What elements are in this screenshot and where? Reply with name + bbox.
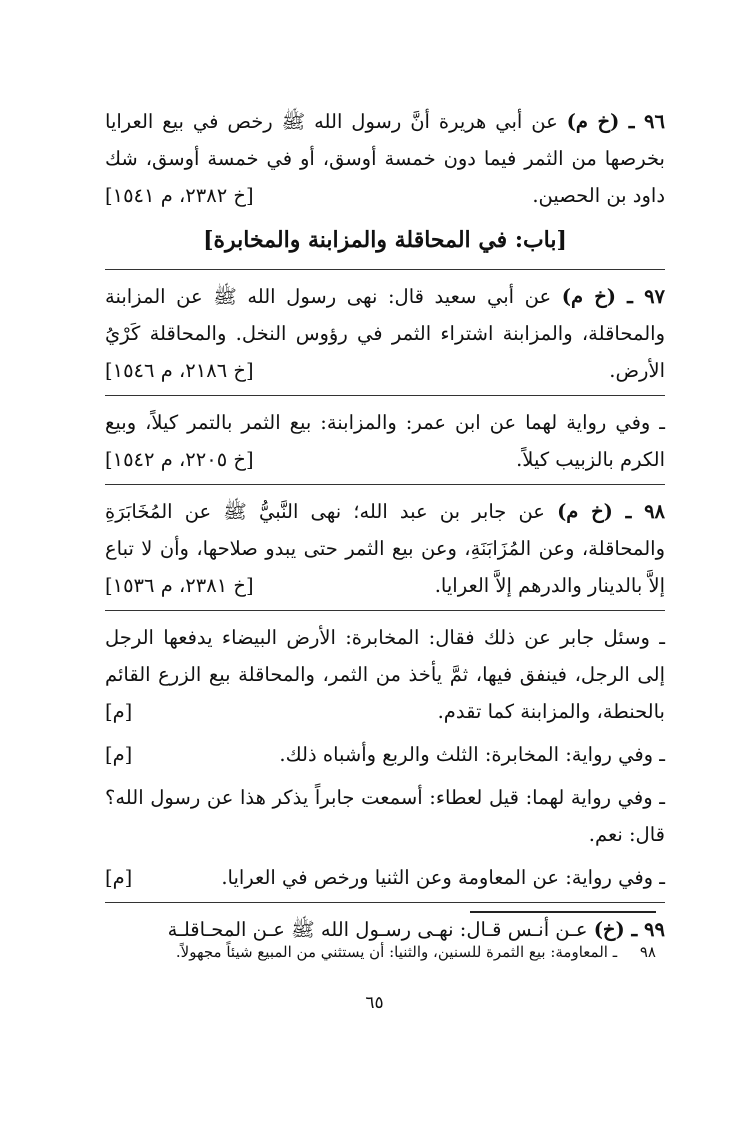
- footnote-rule: [470, 911, 656, 913]
- hadith-96: [105, 103, 665, 214]
- hadith-97: [105, 278, 665, 389]
- hadith-text: عن أبي هريرة أنَّ رسول الله ﷺ رخص في بيع العرايا بخرصها من الثمر فيما دون خمسة أوسق، أو في خمسة أوسق، شك داود بن الحصين.: [105, 110, 665, 207]
- footnote: [130, 940, 656, 964]
- hadith-98-variant-3: [105, 779, 665, 853]
- hadith-number: ٩٦ ـ (خ م): [566, 110, 665, 133]
- hadith-text: ـ وفي رواية: المخابرة: الثلث والربع وأشباه ذلك.: [279, 743, 665, 766]
- hadith-text: عـن أنـس قـال: نهـى رسـول الله ﷺ عـن المحـاقلـة: [167, 918, 588, 941]
- hadith-text: ـ وفي رواية لهما عن ابن عمر: والمزابنة: بيع الثمر بالتمر كيلاً، وبيع الكرم بالزبيب كيلاً.: [105, 411, 665, 471]
- hadith-98-variant-4: [105, 859, 665, 896]
- section-title: [باب: في المحاقلة والمزابنة والمخابرة]: [203, 227, 567, 253]
- hadith-number: ٩٩ ـ (خ): [593, 918, 665, 941]
- hadith-98-variant-1: [105, 619, 665, 730]
- hadith-number: ٩٧ ـ (خ م): [561, 285, 666, 308]
- hadith-reference: [م]: [105, 700, 133, 723]
- hadith-reference: [خ ٢٣٨٢، م ١٥٤١]: [105, 184, 254, 207]
- hadith-text: ـ وسئل جابر عن ذلك فقال: المخابرة: الأرض البيضاء يدفعها الرجل إلى الرجل، فينفق فيها، ثمَّ يأخذ من الثمر، والمحاقلة بيع الزرع القائم بالحنطة، والمزابنة كما تقدم.: [105, 626, 665, 723]
- hadith-text: ـ وفي رواية: عن المعاومة وعن الثنيا ورخص في العرايا.: [221, 866, 665, 889]
- hadith-98: [105, 493, 665, 604]
- hadith-reference: [خ ٢٣٨١، م ١٥٣٦]: [105, 574, 254, 597]
- footnote-number: ٩٨: [639, 943, 656, 961]
- hadith-text: ـ وفي رواية لهما: قيل لعطاء: أسمعت جابراً يذكر هذا عن رسول الله؟ قال: نعم.: [105, 786, 665, 846]
- hadith-text: عن جابر بن عبد الله؛ نهى النَّبيُّ ﷺ عن المُخَابَرَةِ والمحاقلة، وعن المُزَابَنَةِ، وعن بيع الثمر حتى يبدو صلاحها، وأن لا تباع إلاَّ بالدينار والدرهم إلاَّ العرايا.: [105, 500, 665, 597]
- hadith-98-variant-2: [105, 736, 665, 773]
- hadith-reference: [م]: [105, 866, 133, 889]
- separator: [105, 610, 665, 611]
- hadith-reference: [خ ٢١٨٦، م ١٥٤٦]: [105, 359, 254, 382]
- separator: [105, 484, 665, 485]
- hadith-reference: [م]: [105, 743, 133, 766]
- main-text: [105, 103, 665, 954]
- hadith-text: عن أبي سعيد قال: نهى رسول الله ﷺ عن المزابنة والمحاقلة، والمزابنة اشتراء الثمر في رؤوس النخل. والمحاقلة كَرْيُ الأرض.: [105, 285, 665, 382]
- hadith-97-variant: [105, 404, 665, 478]
- hadith-number: ٩٨ ـ (خ م): [557, 500, 666, 523]
- separator: [105, 395, 665, 396]
- hadith-reference: [خ ٢٢٠٥، م ١٥٤٢]: [105, 448, 254, 471]
- separator: [105, 902, 665, 903]
- page-number: ٦٥: [365, 993, 384, 1013]
- separator: [105, 269, 665, 270]
- footnote-text: ـ المعاومة: بيع الثمرة للسنين، والثنيا: أن يستثني من المبيع شيئاً مجهولاً.: [175, 943, 618, 961]
